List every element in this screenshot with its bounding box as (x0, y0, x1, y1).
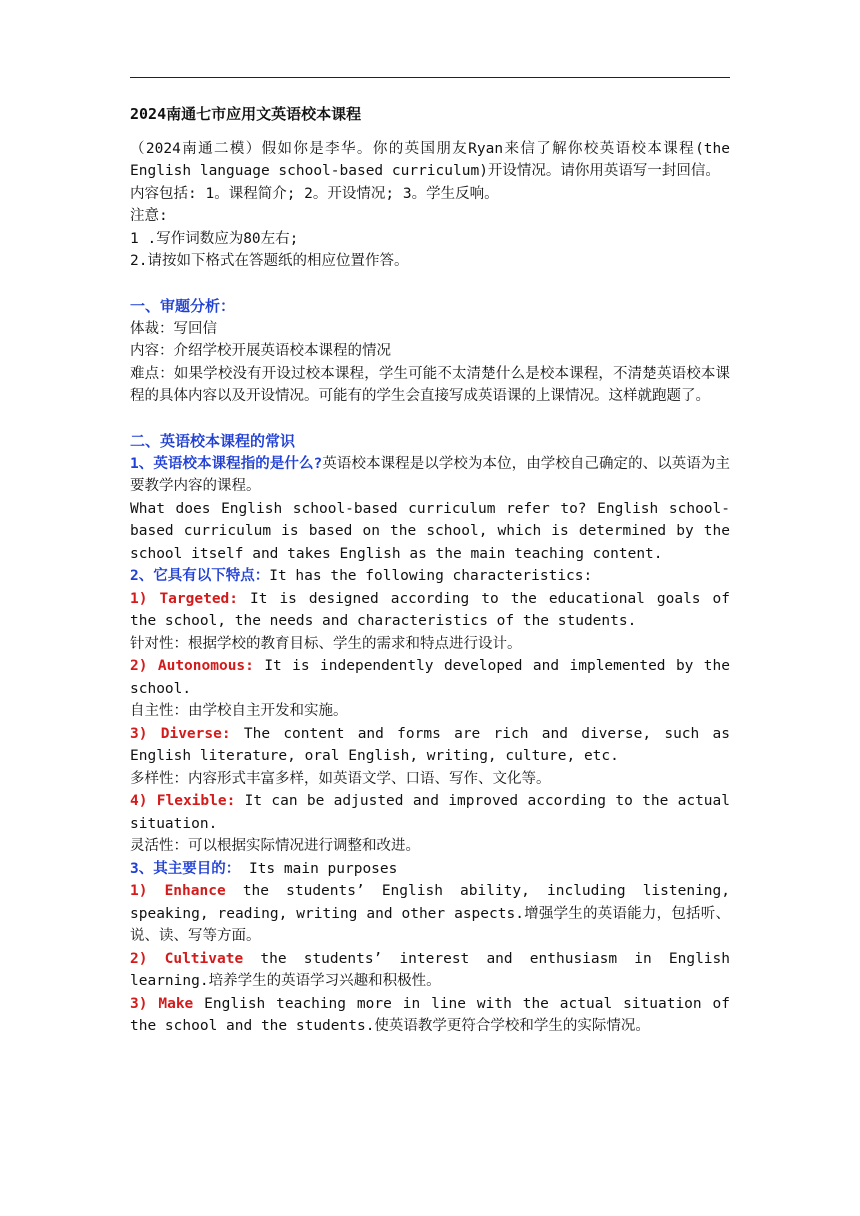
purpose-3-label: 3) Make (130, 995, 194, 1012)
characteristic-4-zh: 灵活性：可以根据实际情况进行调整和改进。 (130, 838, 420, 854)
q1-paragraph (130, 453, 730, 498)
purpose-1-label: 1) Enhance (130, 883, 226, 899)
section1-content: 内容：介绍学校开展英语校本课程的情况 (130, 343, 391, 359)
purpose-2-text: the students’ interest and enthusiasm in English learning.培养学生的英语学习兴趣和积极性。 (130, 950, 730, 989)
header-rule (130, 77, 730, 78)
task-prompt: （2024南通二模）假如你是李华。你的英国朋友Ryan来信了解你校英语校本课程(the English language school-based curriculum)开设情况。请你用英语写一封回信。 (130, 140, 730, 179)
characteristic-1-label: 1) Targeted: (130, 590, 239, 607)
purpose-3-text: English teaching more in line with the actual situation of the school and the students.使英语教学更符合学校和学生的实际情况。 (130, 995, 730, 1034)
characteristic-4 (130, 790, 730, 835)
characteristic-3-zh: 多样性：内容形式丰富多样，如英语文学、口语、写作、文化等。 (130, 770, 551, 787)
characteristic-3 (130, 723, 730, 768)
characteristic-4-label: 4) Flexible: (130, 793, 236, 809)
characteristic-3-label: 3) Diverse: (130, 725, 231, 742)
purpose-1-text: the students’ English ability, including listening, speaking, reading, writing and other aspects.增强学生的英语能力，包括听、说、读、写等方面。 (130, 883, 730, 944)
section1-heading: 一、审题分析： (130, 297, 236, 315)
document-body (130, 103, 730, 1038)
q2-paragraph (130, 565, 730, 588)
purpose-3 (130, 993, 730, 1038)
characteristic-1-zh: 针对性：根据学校的教育目标、学生的需求和特点进行设计。 (130, 635, 522, 652)
note-label: 注意: (130, 208, 168, 224)
q1-label: 1、英语校本课程指的是什么? (130, 455, 323, 472)
note-1: 1 .写作词数应为80左右; (130, 230, 299, 247)
characteristic-4-en: It can be adjusted and improved according to the actual situation. (130, 793, 730, 832)
purpose-1 (130, 880, 730, 948)
characteristic-3-en: The content and forms are rich and diverse, such as English literature, oral English, writing, culture, etc. (130, 725, 730, 764)
note-2: 2.请按如下格式在答题纸的相应位置作答。 (130, 253, 409, 269)
q3-label: 3、其主要目的： (130, 860, 241, 877)
purpose-2 (130, 948, 730, 993)
characteristic-2-zh: 自主性：由学校自主开发和实施。 (130, 703, 348, 719)
task-content-line: 内容包括: 1。课程简介; 2。开设情况; 3。学生反响。 (130, 185, 499, 202)
q3-paragraph (130, 858, 730, 881)
q1-text: 英语校本课程是以学校为本位，由学校自己确定的、以英语为主要教学内容的课程。 (130, 455, 730, 494)
characteristic-1-en: It is designed according to the educational goals of the school, the needs and characteristics of the students. (130, 590, 730, 629)
section1-genre: 体裁：写回信 (130, 320, 217, 337)
document-title: 2024南通七市应用文英语校本课程 (130, 105, 362, 123)
section2-heading: 二、英语校本课程的常识 (130, 432, 296, 450)
characteristic-2-label: 2) Autonomous: (130, 658, 254, 674)
q3-text: Its main purposes (240, 860, 398, 877)
q2-label: 2、它具有以下特点： (130, 568, 270, 584)
characteristic-2-en: It is independently developed and implemented by the school. (130, 658, 730, 697)
section1-difficulty: 难点：如果学校没有开设过校本课程，学生可能不太清楚什么是校本课程，不清楚英语校本课程的具体内容以及开设情况。可能有的学生会直接写成英语课的上课情况。这样就跑题了。 (130, 365, 730, 404)
q1-english: What does English school-based curriculum refer to? English school-based curriculum is based on the school, which is determined by the school itself and takes English as the main teaching content. (130, 500, 730, 562)
characteristic-1 (130, 588, 730, 633)
characteristic-2 (130, 655, 730, 700)
purpose-2-label: 2) Cultivate (130, 950, 244, 967)
q2-text: It has the following characteristics: (269, 568, 593, 584)
